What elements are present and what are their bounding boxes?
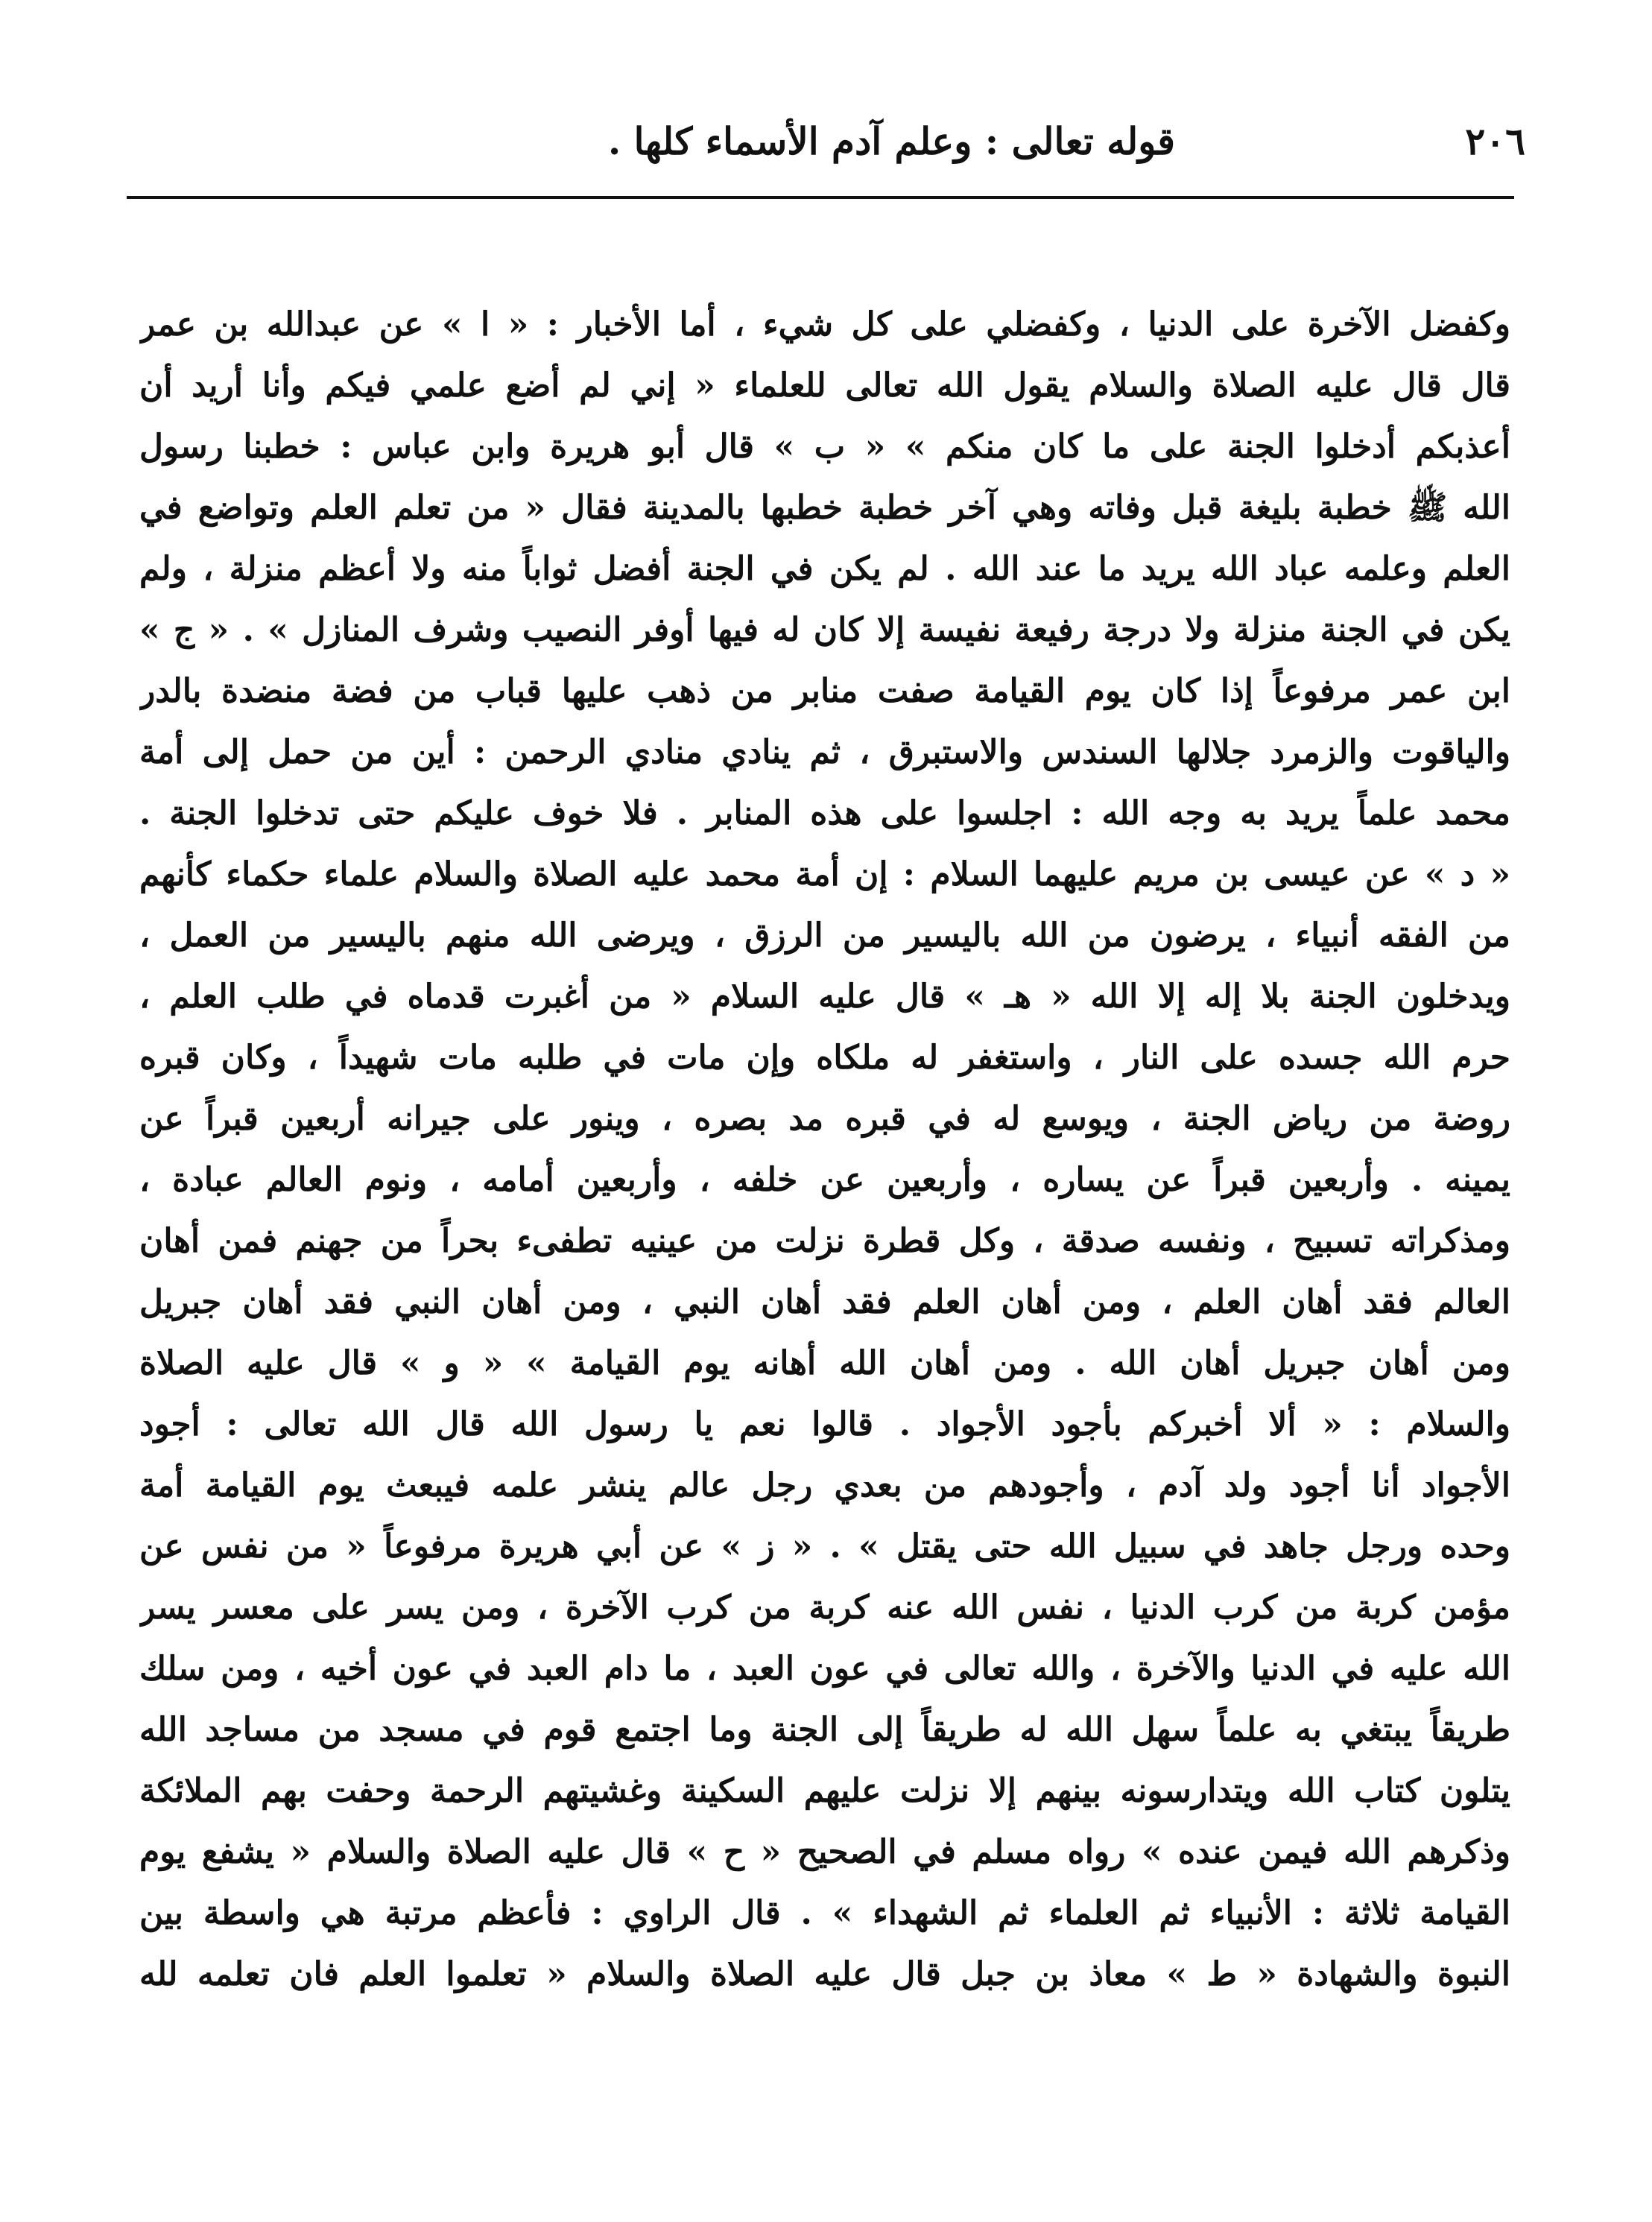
text-line: العلم وعلمه عباد الله يريد ما عند الله . لم يكن في الجنة أفضل ثواباً منه ولا أعظم منزلة ، ولم: [139, 550, 1510, 588]
text-line: الله عليه في الدنيا والآخرة ، والله تعالى في عون العبد ، ما دام العبد في عون أخيه ، ومن سلك: [139, 1650, 1510, 1688]
text-line: العالم فقد أهان العلم ، ومن أهان العلم فقد أهان النبي ، ومن أهان النبي فقد أهان جبريل: [139, 1283, 1510, 1321]
text-line: « د » عن عيسى بن مريم عليهما السلام : إن أمة محمد عليه الصلاة والسلام علماء حكماء كأنهم: [139, 855, 1510, 893]
text-line: ومن أهان جبريل أهان الله . ومن أهان الله أهانه يوم القيامة » « و » قال عليه الصلاة: [139, 1344, 1510, 1382]
text-line: طريقاً يبتغي به علماً سهل الله له طريقاً إلى الجنة وما اجتمع قوم في مسجد من مساجد الله: [139, 1711, 1510, 1749]
text-line: الأجواد أنا أجود ولد آدم ، وأجودهم من بعدي رجل عالم ينشر علمه فيبعث يوم القيامة أمة: [139, 1466, 1510, 1504]
running-title: قوله تعالى : وعلم آدم الأسماء كلها .: [607, 119, 1175, 163]
text-line: القيامة ثلاثة : الأنبياء ثم العلماء ثم الشهداء » . قال الراوي : فأعظم مرتبة هي واسطة بين: [139, 1894, 1510, 1932]
text-line: روضة من رياض الجنة ، ويوسع له في قبره مد بصره ، وينور على جيرانه أربعين قبراً عن: [139, 1100, 1510, 1138]
text-line: مؤمن كربة من كرب الدنيا ، نفس الله عنه كربة من كرب الآخرة ، ومن يسر على معسر يسر: [139, 1589, 1510, 1627]
text-line: الله ﷺ خطبة بليغة قبل وفاته وهي آخر خطبة خطبها بالمدينة فقال « من تعلم العلم وتواضع في: [139, 489, 1510, 527]
text-line: قال قال عليه الصلاة والسلام يقول الله تعالى للعلماء « إني لم أضع علمي فيكم وأنا أريد أن: [139, 367, 1510, 405]
text-line: ويدخلون الجنة بلا إله إلا الله « هـ » قال عليه السلام « من أغبرت قدماه في طلب العلم ،: [139, 978, 1510, 1016]
header-divider: [127, 196, 1514, 199]
text-line: وذكرهم الله فيمن عنده » رواه مسلم في الصحيح « ح » قال عليه الصلاة والسلام « يشفع يوم: [139, 1833, 1510, 1871]
text-line: حرم الله جسده على النار ، واستغفر له ملكاه وإن مات في طلبه مات شهيداً ، وكان قبره: [139, 1039, 1510, 1077]
text-line: يتلون كتاب الله ويتدارسونه بينهم إلا نزلت عليهم السكينة وغشيتهم الرحمة وحفت بهم الملائكة: [139, 1772, 1510, 1810]
text-line: ابن عمر مرفوعاً إذا كان يوم القيامة صفت منابر من ذهب عليها قباب من فضة منضدة بالدر: [139, 672, 1510, 710]
text-line: ومذكراته تسبيح ، ونفسه صدقة ، وكل قطرة نزلت من عينيه تطفىء بحراً من جهنم فمن أهان: [139, 1222, 1510, 1260]
text-line: النبوة والشهادة « ط » معاذ بن جبل قال عليه الصلاة والسلام « تعلموا العلم فان تعلمه لله: [139, 1955, 1510, 1993]
text-line: والياقوت والزمرد جلالها السندس والاستبرق ، ثم ينادي منادي الرحمن : أين من حمل إلى أمة: [139, 733, 1510, 771]
page-header: [0, 112, 1652, 171]
text-line: من الفقه أنبياء ، يرضون من الله باليسير من الرزق ، ويرضى الله منهم باليسير من العمل ،: [139, 917, 1510, 955]
body-text: [139, 294, 1510, 2005]
page-number: ٢٠٦: [1465, 119, 1525, 163]
text-line: وحده ورجل جاهد في سبيل الله حتى يقتل » . « ز » عن أبي هريرة مرفوعاً « من نفس عن: [139, 1528, 1510, 1566]
text-line: وكفضل الآخرة على الدنيا ، وكفضلي على كل شيء ، أما الأخبار : « ا » عن عبدالله بن عمر: [139, 306, 1510, 344]
text-line: والسلام : « ألا أخبركم بأجود الأجواد . قالوا نعم يا رسول الله قال الله تعالى : أجود: [139, 1405, 1510, 1443]
text-line: يمينه . وأربعين قبراً عن يساره ، وأربعين عن خلفه ، وأربعين أمامه ، ونوم العالم عبادة ،: [139, 1161, 1510, 1199]
text-line: يكن في الجنة منزلة ولا درجة رفيعة نفيسة إلا كان له فيها أوفر النصيب وشرف المنازل » . « ج »: [139, 611, 1510, 649]
text-line: أعذبكم أدخلوا الجنة على ما كان منكم » « ب » قال أبو هريرة وابن عباس : خطبنا رسول: [139, 428, 1510, 466]
text-line: محمد علماً يريد به وجه الله : اجلسوا على هذه المنابر . فلا خوف عليكم حتى تدخلوا الجنة .: [139, 794, 1510, 832]
